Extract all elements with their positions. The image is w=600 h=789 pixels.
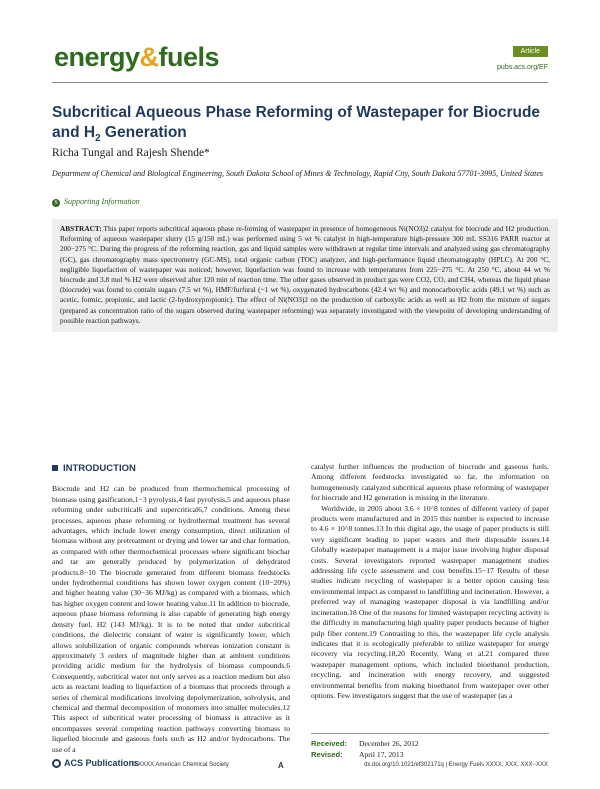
paragraph: catalyst further influences the production of biocrude and gaseous fuels. Among different feedstocks investigated so far, the information on homogeneously catalyzed subcritical aqueous phase reforming of wastepaper for biocrude and H2 generation is missing in the literature. xyxy=(311,462,549,503)
journal-logo: energy&fuels xyxy=(54,42,220,72)
article-title: Subcritical Aqueous Phase Reforming of Wastepaper for Biocrude and $H_2$ Generation xyxy=(52,104,541,145)
paragraph: Biocrude and H2 can be produced from thermochemical processing of biomass using gasification,1−3 pyrolysis,4 fast pyrolysis,5 and aqueous phase reforming under subcritical6 and supercritical6,7 conditions. Among these processes, aqueous phase reforming or hydrothermal treatment has several advantages, which include lower energy consumption, direct utilization of biomass without any pretreatment or drying and lower tar and char formation, as compared with other thermochemical processes where significant biochar and tar are generally produced by polymerization of dehydrated products.8−10 The biocrude generated from different biomass feedstocks under hydrothermal conditions has shown lower oxygen content (10−20%) and higher heating value (30−36 MJ/kg) as compared with a biomass, which has higher oxygen content and lower heating value.11 In addition to biocrude, aqueous phase biomass reforming is also capable of generating high energy density fuel, H2 (143 MJ/kg). It is to be noted that under subcritical conditions, the dielectric constant of water is significantly lower, which allows solubilization of organic compounds whereas ionization constant is approximately 3 orders of magnitude higher than at ambient conditions providing acidic medium for the hydrolysis of biomass compounds.6 Consequently, subcritical water not only serves as a reaction medium but also acts as reactant leading to liquefaction of a biomass that proceeds through a series of chemical modifications involving depolymerization, solvolysis, and chemical and thermal decomposition of monomers into smaller molecules.12 This aspect of subcritical water processing of biomass is attractive as it encompasses several competing reaction pathways converting biomass to liquefied biocrude and gaseous fuels such as H2 and/or hydrocarbons. The use of a xyxy=(52,484,290,754)
author-list[interactable]: Richa Tungal and Rajesh Shende* xyxy=(52,147,210,159)
article-type-badge: Article xyxy=(513,46,548,57)
abstract-text: This paper reports subcritical aqueous phase re-forming of wastepaper in presence of homogeneous Ni(NO3)2 catalyst for biocrude and H2 production. Reforming of aqueous wastepaper slurry (15 g/150 mL) was performed using 5 wt % catalyst in high-temperature high-pressure 300 mL SS316 PARR reactor at 200−275 °C. During the progress of the reforming reaction, gas and liquid samples were withdrawn at regular time intervals and analyzed using gas chromatography (GC), gas chromatography mass spectrometry (GC-MS), total organic carbon (TOC) analyzer, and high-performance liquid chromatography (HPLC). At 200 °C, negligible liquefaction of wastepaper was noticed; however, liquefaction was found to increase with temperatures from 225−275 °C. At 250 °C, about 44 wt % biocrude and 3.8 mol % H2 were observed after 120 min of reaction time. The other gases observed in product gas were CO2, CO, and CH4, whereas the liquid phase (biocrude) was found to contain sugars (7.5 wt %), HMF/furfural (~1 wt %), oxygenated hydrocarbons (42.4 wt %) and monocarboxylic acids (49.1 wt %) such as acetic, formic, propionic, and lactic (2-hydroxypropionic). The effect of Ni(NO3)2 on the production of carboxylic acids as well as H2 from the mixture of sugars (prepared as concentration ratio of the sugars observed during wastepaper reforming) was separately investigated with the viewpoint of developing understanding of possible reaction pathways. xyxy=(60,224,550,325)
paragraph: Worldwide, in 2005 about 3.6 × 10^8 tonnes of different variety of paper products were manufactured and in 2015 this number is expected to increase to 4.6 × 10^8 tonnes.13 In this digital age, the usage of paper products is still very significant leading to paper wastes and their disposable issues.14 Globally wastepaper management is a major issue involving higher disposal costs. Several investigators reported wastepaper management studies addressing life cycle assessment and cost benefits.15−17 Results of these studies indicate recycling of wastepaper is a better option causing less environmental impact as compared to landfilling and incineration. However, a preferred way of managing wastepaper disposal is via landfilling and/or incineration.18 One of the reasons for limited wastepaper recycling activity is the difficulty in manufacturing high quality paper products because of higher pulp fiber content.19 Contrasting to this, the wastepaper life cycle analysis indicates that it is ecologically preferable to utilize wastepaper for energy recovery via recycling.18,20 Recently, Wang et al.21 compared three wastepaper management options, which included bioethanol production, recycling, and incineration with energy recovery, and suggested environmental benefits from making bioethanol from wastepaper over other options. Few investigators suggest that the use of wastepaper (as a xyxy=(311,503,549,700)
journal-url-link[interactable]: pubs.acs.org/EF xyxy=(497,64,548,71)
supporting-info-icon: S xyxy=(52,199,60,207)
publisher-logo: ACS Publications xyxy=(52,758,139,768)
article-dates: Received: December 26, 2012 Revised: April 17, 2013 xyxy=(311,733,549,760)
acs-logo-icon xyxy=(52,759,61,768)
right-column xyxy=(311,462,549,701)
revised-date: April 17, 2013 xyxy=(359,750,404,759)
page-number: A xyxy=(278,761,284,770)
doi-link[interactable]: dx.doi.org/10.1021/ef302171q | Energy Fuels XXXX, XXX, XXX−XXX xyxy=(364,762,548,768)
copyright: © XXXX American Chemical Society xyxy=(132,762,229,768)
supporting-info-link[interactable]: S Supporting Information xyxy=(52,197,140,207)
received-date: December 26, 2012 xyxy=(359,739,419,748)
abstract-label: ABSTRACT: xyxy=(60,224,102,233)
affiliation: Department of Chemical and Biological Engineering, South Dakota School of Mines & Technology, Rapid City, South Dakota 57701-3995, United States xyxy=(52,169,543,178)
section-marker-icon xyxy=(52,465,58,471)
header-divider xyxy=(52,82,548,83)
section-heading: INTRODUCTION xyxy=(52,464,290,474)
abstract-box xyxy=(52,219,558,332)
left-column xyxy=(52,464,290,755)
